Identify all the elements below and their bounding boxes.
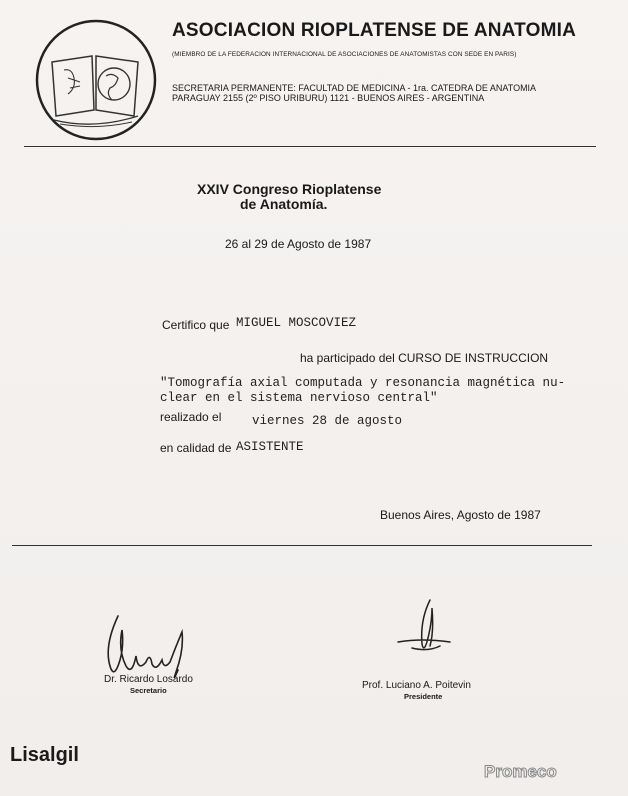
capacity-label: en calidad de [160, 441, 232, 455]
recipient-name: MIGUEL MOSCOVIEZ [236, 316, 357, 330]
sponsor-logo-left: Lisalgil [10, 744, 79, 766]
certify-label: Certifico que [162, 318, 230, 332]
org-address-line1: SECRETARIA PERMANENTE: FACULTAD DE MEDICINA - 1ra. CATEDRA DE ANATOMIA [172, 83, 537, 93]
president-signature [392, 596, 462, 666]
org-title: ASOCIACION RIOPLATENSE DE ANATOMIA [172, 20, 577, 41]
header-rule [24, 146, 596, 147]
sponsor-logo-right: Promeco [484, 762, 557, 781]
participation-label: ha participado del CURSO DE INSTRUCCION [300, 351, 549, 365]
association-logo [34, 18, 158, 142]
president-role: Presidente [404, 692, 443, 701]
event-title-line2: de Anatomía. [240, 196, 328, 212]
held-date: viernes 28 de agosto [252, 414, 403, 428]
course-line1: "Tomografía axial computada y resonancia magnética nu- [160, 376, 566, 390]
secretary-role: Secretario [130, 686, 167, 695]
event-title-line1: XXIV Congreso Rioplatense [197, 181, 382, 197]
held-label: realizado el [160, 410, 222, 424]
signature-rule [12, 545, 592, 546]
place-date: Buenos Aires, Agosto de 1987 [380, 508, 541, 522]
event-dates: 26 al 29 de Agosto de 1987 [225, 237, 372, 251]
secretary-name: Dr. Ricardo Losardo [104, 674, 193, 685]
president-name: Prof. Luciano A. Poitevin [362, 680, 471, 691]
org-subtitle: (MIEMBRO DE LA FEDERACION INTERNACIONAL DE ASOCIACIONES DE ANATOMISTAS CON SEDE EN PARIS) [172, 51, 517, 58]
org-address-line2: PARAGUAY 2155 (2º PISO URIBURU) 1121 - BUENOS AIRES - ARGENTINA [172, 93, 485, 103]
capacity-value: ASISTENTE [236, 440, 304, 454]
course-line2: clear en el sistema nervioso central" [160, 391, 438, 405]
